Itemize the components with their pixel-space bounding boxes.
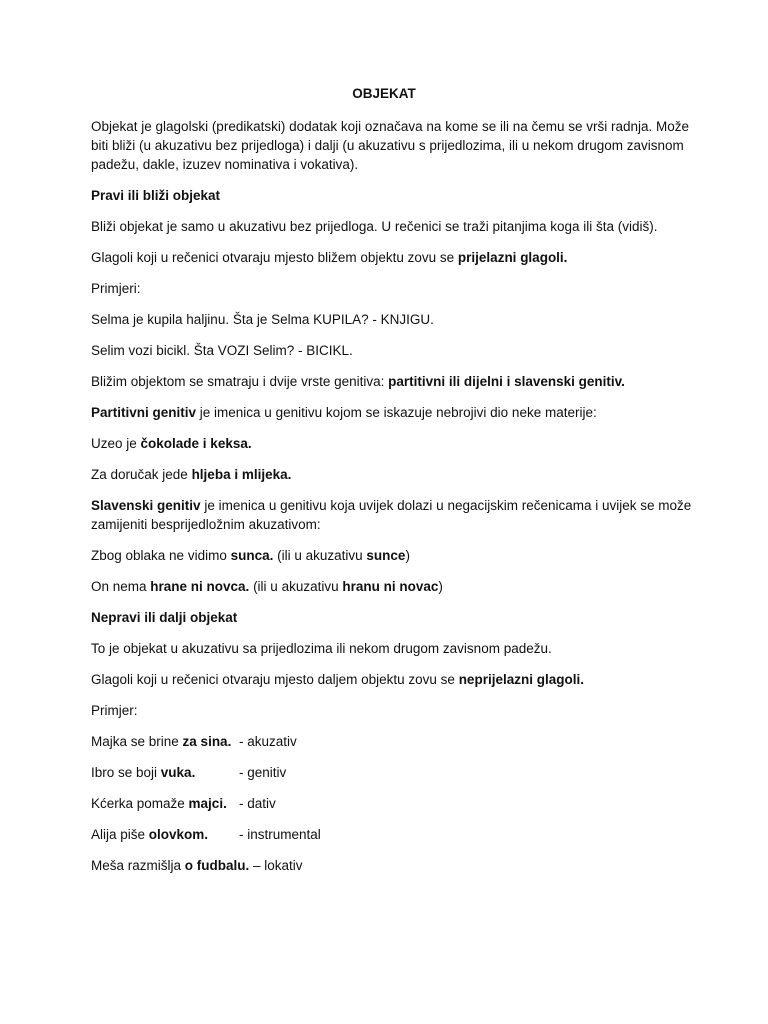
section2-paragraph-2 — [91, 670, 691, 689]
example-sentence — [91, 794, 239, 813]
intro-line-3: padežu, dakle, izuzev nominativa i vokativa). — [91, 157, 359, 172]
intro-line-2: biti bliži (u akuzativu bez prijedloga) i dalji (u akuzativu s prijedlozima, ili u nekom drugom zavisnom — [91, 138, 684, 153]
text-span: je imenica u genitivu koja uvijek dolazi u negacijskim rečenicama i uvijek se može — [200, 498, 692, 513]
example-5 — [91, 546, 691, 565]
case-name: - akuzativ — [239, 734, 297, 749]
section2-heading: Nepravi ili dalji objekat — [91, 610, 238, 625]
bold-term: sunca. — [230, 548, 274, 563]
section1-paragraph-3 — [91, 372, 691, 391]
bold-term: Partitivni genitiv — [91, 405, 197, 420]
case-example-2 — [91, 763, 691, 782]
section2-examples-label: Primjer: — [91, 703, 138, 718]
example-sentence — [91, 825, 239, 844]
bold-term: olovkom. — [148, 827, 209, 842]
text-span: Za doručak jede — [91, 467, 192, 482]
case-example-1 — [91, 732, 691, 751]
section1-paragraph-5 — [91, 496, 691, 515]
bold-term: partitivni ili dijelni i slavenski genitiv. — [388, 374, 625, 389]
text-span: Uzeo je — [91, 436, 141, 451]
bold-term: o fudbalu. — [184, 858, 250, 873]
case-name: – lokativ — [249, 858, 303, 873]
section1-paragraph-5-cont: zamijeniti besprijedložnim akuzativom: — [91, 517, 321, 532]
bold-term: prijelazni glagoli. — [457, 250, 568, 265]
text-span: Glagoli koji u rečenici otvaraju mjesto daljem objektu zovu se — [91, 672, 459, 687]
section2-paragraph-1: To je objekat u akuzativu sa prijedlozima ili nekom drugom zavisnom padežu. — [91, 641, 552, 656]
bold-term: Slavenski genitiv — [91, 498, 201, 513]
text-span: Ibro se boji — [91, 765, 161, 780]
bold-term: čokolade i keksa. — [140, 436, 252, 451]
text-span: je imenica u genitivu kojom se iskazuje nebrojivi dio neke materije: — [196, 405, 597, 420]
example-1: Selma je kupila haljinu. Šta je Selma KUPILA? - KNJIGU. — [91, 312, 434, 327]
example-6 — [91, 577, 691, 596]
bold-term: majci. — [188, 796, 227, 811]
bold-term: za sina. — [182, 734, 232, 749]
text-span: Majka se brine — [91, 734, 183, 749]
example-2: Selim vozi bicikl. Šta VOZI Selim? - BICIKL. — [91, 343, 353, 358]
case-name: - instrumental — [239, 827, 321, 842]
text-span: Glagoli koji u rečenici otvaraju mjesto bližem objektu zovu se — [91, 250, 458, 265]
text-span: (ili u akuzativu — [273, 548, 367, 563]
text-span: On nema — [91, 579, 151, 594]
text-span: Bližim objektom se smatraju i dvije vrste genitiva: — [91, 374, 389, 389]
section1-heading: Pravi ili bliži objekat — [91, 188, 221, 203]
text-span: ) — [405, 548, 410, 563]
example-sentence — [91, 763, 239, 782]
text-span: (ili u akuzativu — [249, 579, 343, 594]
section1-paragraph-2 — [91, 248, 691, 267]
examples-label: Primjeri: — [91, 281, 141, 296]
section1-paragraph-4 — [91, 403, 691, 422]
bold-term: hranu ni novac — [342, 579, 439, 594]
text-span: ) — [438, 579, 443, 594]
section1-paragraph-1: Bliži objekat je samo u akuzativu bez prijedloga. U rečenici se traži pitanjima koga ili šta (vidiš). — [91, 219, 658, 234]
bold-term: hljeba i mlijeka. — [191, 467, 292, 482]
bold-term: vuka. — [160, 765, 196, 780]
case-example-5 — [91, 856, 691, 875]
case-name: - dativ — [239, 796, 276, 811]
example-4 — [91, 465, 691, 484]
intro-line-1: Objekat je glagolski (predikatski) dodatak koji označava na kome se ili na čemu se vrši radnja. Može — [91, 119, 690, 134]
bold-term: neprijelazni glagoli. — [458, 672, 584, 687]
case-example-4 — [91, 825, 691, 844]
bold-term: sunce — [366, 548, 406, 563]
case-example-3 — [91, 794, 691, 813]
page-title: OBJEKAT — [352, 86, 416, 101]
text-span: Meša razmišlja — [91, 858, 185, 873]
text-span: Zbog oblaka ne vidimo — [91, 548, 231, 563]
bold-term: hrane ni novca. — [150, 579, 250, 594]
text-span: Kćerka pomaže — [91, 796, 189, 811]
text-span: Alija piše — [91, 827, 149, 842]
example-sentence — [91, 732, 239, 751]
case-name: - genitiv — [239, 765, 287, 780]
example-3 — [91, 434, 691, 453]
